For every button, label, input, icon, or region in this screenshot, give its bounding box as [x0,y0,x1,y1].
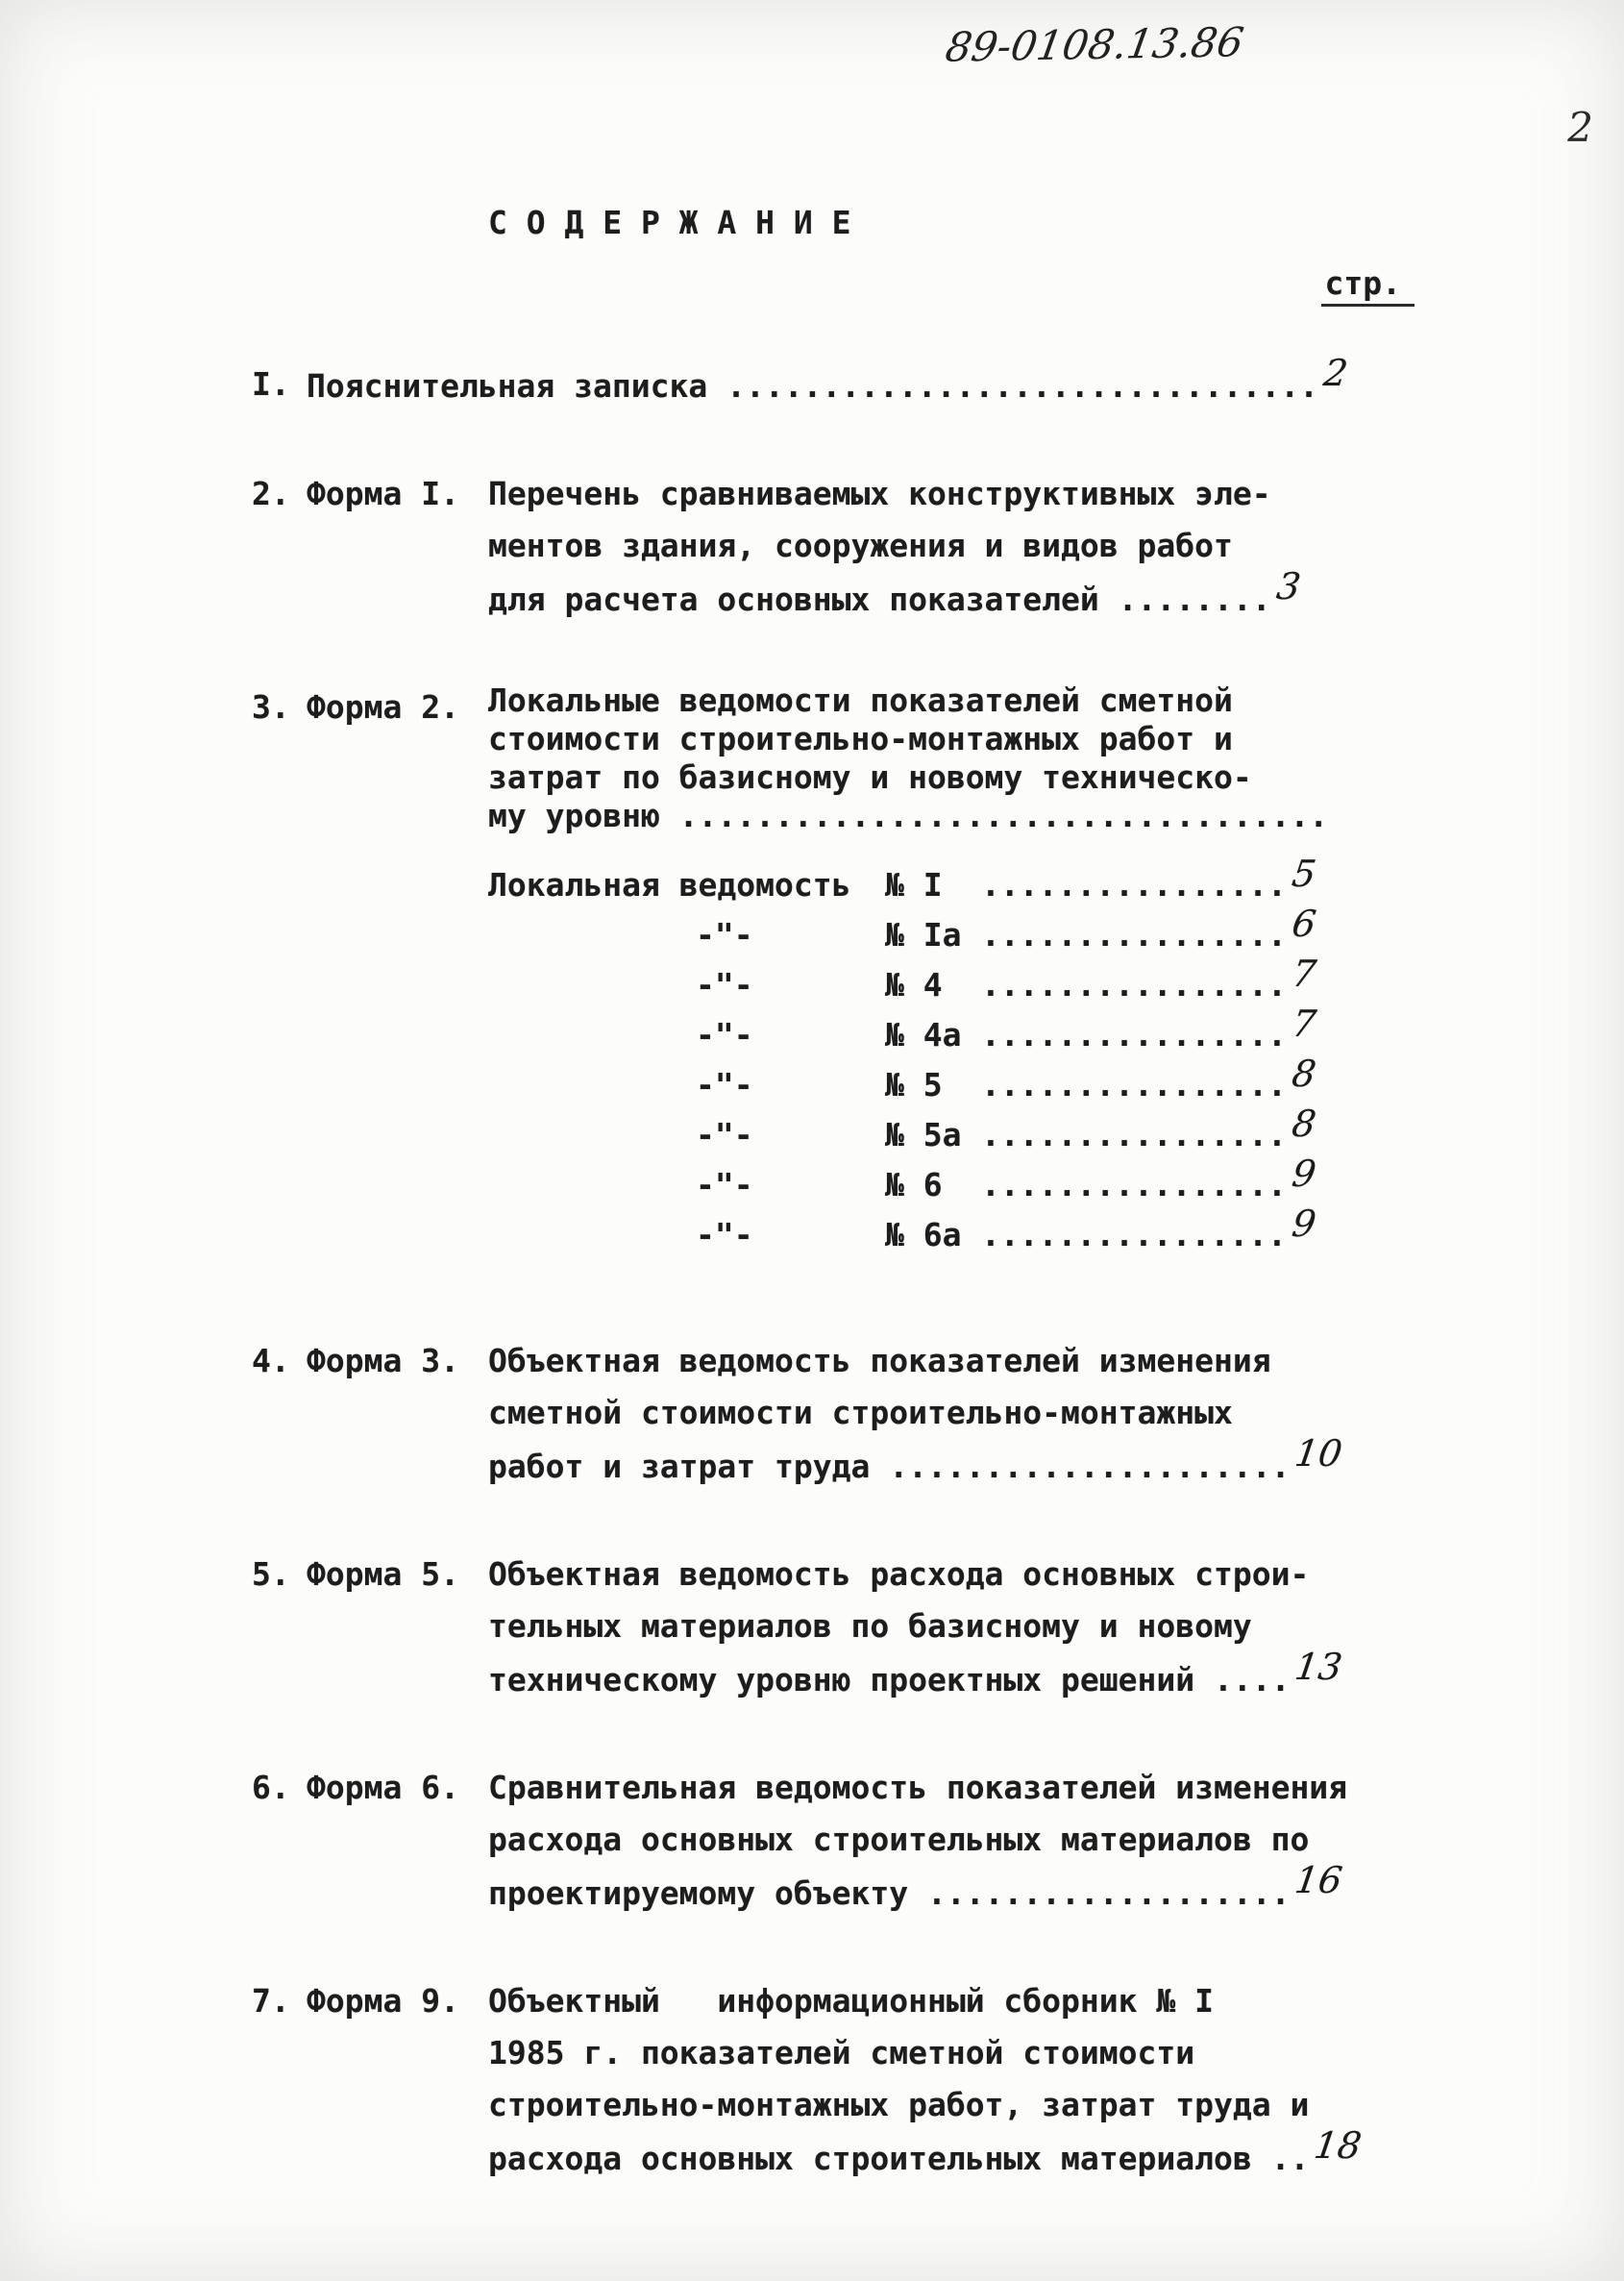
entry-line: тельных материалов по базисному и новому [488,1607,1252,1645]
entry-number: 3. [252,688,290,726]
entry-number: 4. [252,1342,290,1379]
entry-line: Сравнительная ведомость показателей изменения [488,1769,1348,1806]
toc-entry [252,1975,1415,2185]
toc-entry [252,1549,1415,1706]
entry-line: проектируемому объекту ...................16 [488,1866,1415,1920]
entry-line: Локальные ведомости показателей сметной [488,682,1233,719]
entry-line: Перечень сравниваемых конструктивных эле- [488,475,1271,512]
local-statement-row [488,1202,1415,1260]
entry-body [307,1549,1415,1706]
statement-number: № 4а [885,1016,962,1054]
local-statement-row [488,953,1415,1010]
entry-lines [488,1549,1415,1706]
entry-form-label: Форма I. [307,475,459,512]
entry-form-row [307,468,1415,626]
dot-leader: ................ [981,916,1287,954]
entry-line: ментов здания, сооружения и видов работ [488,527,1233,564]
page-number: 2 [1567,104,1593,151]
entry-form-label: Форма 9. [307,1982,459,2020]
entry-form-label: Форма 3. [307,1342,459,1379]
entry-line: работ и затрат труда .....................10 [488,1439,1415,1493]
ditto-mark: -"- [696,1116,753,1153]
handwritten-page-number: 5 [1289,853,1319,895]
local-statement-list [488,853,1415,1260]
entry-number: I. [252,365,290,403]
handwritten-page-number: 10 [1292,1432,1345,1475]
local-statement-row [488,853,1415,910]
entry-line: Объектная ведомость показателей изменения [488,1342,1271,1379]
entry-body [307,1335,1415,1493]
handwritten-page-number: 8 [1289,1053,1319,1095]
entry-line: сметной стоимости строительно-монтажных [488,1394,1233,1431]
dot-leader: ................ [981,1216,1287,1253]
entry-form-row [307,1762,1415,1920]
handwritten-page-number: 6 [1289,903,1319,945]
local-statement-row [488,903,1415,960]
toc-entry [252,1335,1415,1493]
toc [252,352,1415,2185]
statement-number: № 5а [885,1116,962,1153]
statement-number: № Iа [885,916,962,954]
entry-line: 1985 г. показателей сметной стоимости [488,2034,1195,2071]
entry-form-row [307,1549,1415,1706]
entry-body [307,468,1415,626]
entry-form-label: Форма 6. [307,1769,459,1806]
entry-form-label: Форма 2. [307,688,459,726]
handwritten-page-number: 16 [1292,1859,1345,1901]
entry-lines [488,1335,1415,1493]
toc-entry [252,468,1415,626]
page-column-header: стр. [1321,264,1415,307]
entry-lines [488,1975,1415,2185]
statement-number: № I [885,866,943,904]
dot-leader: ................ [981,966,1287,1004]
handwritten-page-number: 13 [1292,1646,1345,1688]
toc-content [252,197,1415,2241]
page-column-header-row [252,262,1415,305]
statement-number: № 4 [885,966,943,1004]
sub-row-label: Локальная ведомость [488,866,851,904]
entry-body [307,1975,1415,2185]
statement-number: № 5 [885,1066,943,1103]
entry-lines [307,352,1415,412]
local-statement-row [488,1053,1415,1110]
entry-number: 2. [252,475,290,512]
local-statement-row [488,1103,1415,1160]
toc-entry [252,352,1415,412]
entry-line: расхода основных строительных материалов ..18 [488,2131,1415,2185]
handwritten-code: 89-0108.13.86 [942,18,1247,71]
local-statement-row [488,1003,1415,1060]
entry-line: расхода основных строительных материалов по [488,1821,1310,1858]
handwritten-page-number: 8 [1289,1103,1319,1145]
dot-leader: ................ [981,1066,1287,1103]
ditto-mark: -"- [696,1166,753,1203]
entry-line: строительно-монтажных работ, затрат труда и [488,2086,1310,2123]
entry-lines [488,682,1415,835]
handwritten-page-number: 7 [1289,953,1319,995]
ditto-mark: -"- [696,966,753,1004]
entry-body [307,352,1415,412]
toc-entry [252,682,1415,1260]
entry-line: Объектный информационный сборник № I [488,1982,1214,2020]
entry-line: Объектная ведомость расхода основных строи- [488,1555,1310,1593]
entry-line: техническому уровню проектных решений ....13 [488,1652,1415,1706]
entry-body [307,682,1415,1260]
entry-form-row [307,1975,1415,2185]
entry-form-row [307,1335,1415,1493]
entry-line: для расчета основных показателей ........3 [488,572,1415,626]
entry-lines [488,468,1415,626]
dot-leader: ................ [981,1116,1287,1153]
handwritten-page-number: 9 [1289,1202,1319,1245]
handwritten-page-number: 7 [1289,1003,1319,1045]
entry-lines [488,1762,1415,1920]
entry-number: 6. [252,1769,290,1806]
entry-number: 7. [252,1982,290,2020]
ditto-mark: -"- [696,916,753,954]
handwritten-page-number: 3 [1273,565,1303,607]
ditto-mark: -"- [696,1216,753,1253]
entry-line: затрат по базисному и новому техническо- [488,758,1252,796]
dot-leader: ................ [981,1016,1287,1054]
toc-title: С О Д Е Р Ж А Н И Е [488,204,851,241]
handwritten-page-number: 18 [1312,2124,1365,2167]
entry-line: Пояснительная записка ...............................2 [307,359,1415,412]
entry-form-label: Форма 5. [307,1555,459,1593]
statement-number: № 6а [885,1216,962,1253]
handwritten-page-number: 2 [1320,352,1351,394]
toc-entry [252,1762,1415,1920]
dot-leader: ................ [981,866,1287,904]
local-statement-row [488,1153,1415,1210]
handwritten-page-number: 9 [1289,1153,1319,1195]
entry-line: му уровню .................................. [488,797,1329,834]
entry-body [307,1762,1415,1920]
dot-leader: ................ [981,1166,1287,1203]
ditto-mark: -"- [696,1016,753,1054]
ditto-mark: -"- [696,1066,753,1103]
entry-form-row [307,682,1415,835]
entry-line: стоимости строительно-монтажных работ и [488,720,1233,757]
entry-number: 5. [252,1555,290,1593]
statement-number: № 6 [885,1166,943,1203]
